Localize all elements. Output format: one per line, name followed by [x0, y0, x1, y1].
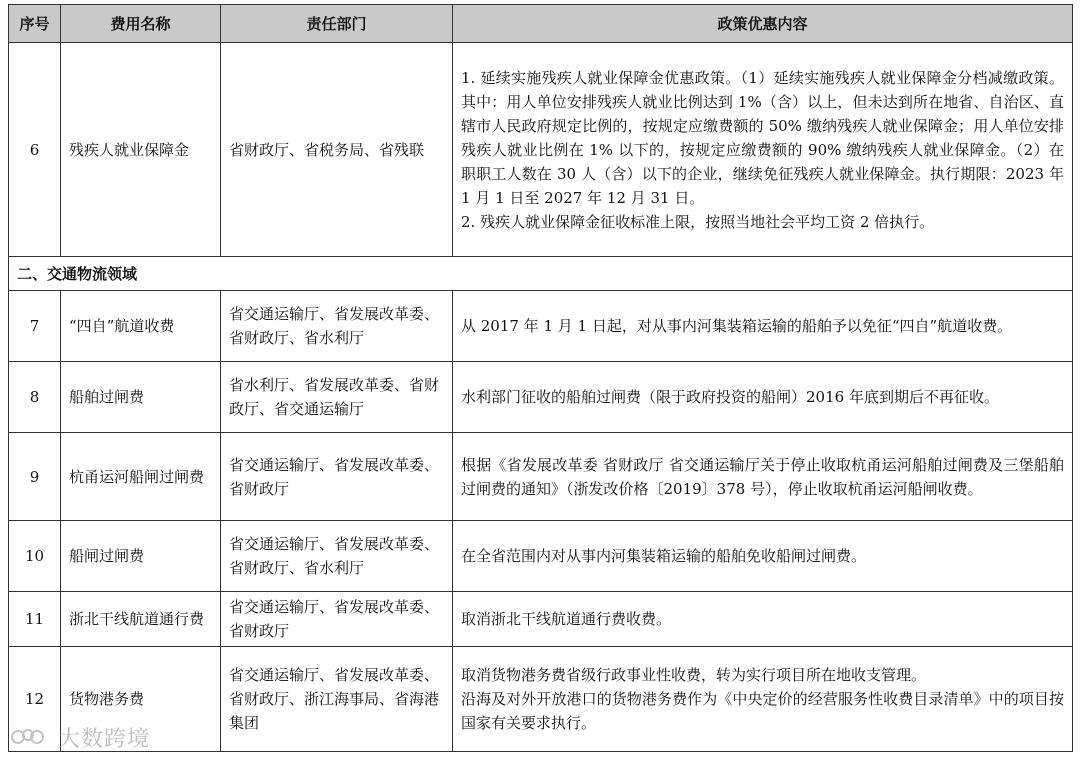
row-fee-name: 货物港务费	[61, 647, 221, 752]
watermark-text: 大数跨境	[58, 727, 151, 752]
row-policy: 从 2017 年 1 月 1 日起，对从事内河集装箱运输的船舶予以免征“四自”航道收费。	[453, 291, 1073, 362]
table-row	[9, 592, 1073, 647]
row-department: 省水利厅、省发展改革委、省财政厅、省交通运输厅	[221, 362, 453, 433]
row-department: 省交通运输厅、省发展改革委、省财政厅、浙江海事局、省海港集团	[221, 647, 453, 752]
section-title: 二、交通物流领域	[9, 257, 1073, 291]
header-no: 序号	[9, 5, 61, 43]
watermark	[10, 722, 150, 754]
policy-paragraph: 1. 延续实施残疾人就业保障金优惠政策。（1）延续实施残疾人就业保障金分档减缴政策。其中：用人单位安排残疾人就业比例达到 1%（含）以上，但未达到所在地省、自治区、直辖市人民政府规定比例的，按规定应缴费额的 50% 缴纳残疾人就业保障金；用人单位安排残疾人就业比例在 1% 以下的，按规定应缴费额的 90% 缴纳残疾人就业保障金。（2）在职职工人数在 30 人（含）以下的企业，继续免征残疾人就业保障金。执行期限：2023 年 1 月 1 日至 2027 年 12 月 31 日。	[461, 68, 1064, 207]
section-row	[9, 257, 1073, 291]
row-fee-name: 残疾人就业保障金	[61, 43, 221, 257]
row-policy: 在全省范围内对从事内河集装箱运输的船舶免收船闸过闸费。	[453, 521, 1073, 592]
row-department: 省交通运输厅、省发展改革委、省财政厅	[221, 433, 453, 521]
row-policy	[453, 647, 1073, 752]
table-row	[9, 291, 1073, 362]
row-policy	[453, 43, 1073, 257]
row-no: 12	[9, 647, 61, 752]
table-row	[9, 647, 1073, 752]
table-row	[9, 43, 1073, 257]
row-policy: 取消浙北干线航道通行费收费。	[453, 592, 1073, 647]
header-department: 责任部门	[221, 5, 453, 43]
row-no: 6	[9, 43, 61, 257]
row-fee-name: 船舶过闸费	[61, 362, 221, 433]
row-department: 省交通运输厅、省发展改革委、省财政厅、省水利厅	[221, 521, 453, 592]
table-row	[9, 362, 1073, 433]
row-department: 省交通运输厅、省发展改革委、省财政厅	[221, 592, 453, 647]
row-policy: 根据《省发展改革委 省财政厅 省交通运输厅关于停止收取杭甬运河船舶过闸费及三堡船舶过闸费的通知》（浙发改价格〔2019〕378 号），停止收取杭甬运河船闸收费。	[453, 433, 1073, 521]
table-row	[9, 433, 1073, 521]
policy-paragraph: 取消货物港务费省级行政事业性收费，转为实行项目所在地收支管理。	[461, 666, 927, 684]
row-fee-name: 船闸过闸费	[61, 521, 221, 592]
row-fee-name: 浙北干线航道通行费	[61, 592, 221, 647]
row-fee-name: “四自”航道收费	[61, 291, 221, 362]
header-fee-name: 费用名称	[61, 5, 221, 43]
row-fee-name: 杭甬运河船闸过闸费	[61, 433, 221, 521]
row-no: 9	[9, 433, 61, 521]
row-no: 8	[9, 362, 61, 433]
policy-table	[8, 4, 1073, 752]
row-department: 省财政厅、省税务局、省残联	[221, 43, 453, 257]
row-no: 11	[9, 592, 61, 647]
row-policy: 水利部门征收的船舶过闸费（限于政府投资的船闸）2016 年底到期后不再征收。	[453, 362, 1073, 433]
row-no: 7	[9, 291, 61, 362]
table-row	[9, 521, 1073, 592]
header-row	[9, 5, 1073, 43]
row-no: 10	[9, 521, 61, 592]
policy-paragraph: 沿海及对外开放港口的货物港务费作为《中央定价的经营服务性收费目录清单》中的项目按国家有关要求执行。	[461, 690, 1064, 732]
row-department: 省交通运输厅、省发展改革委、省财政厅、省水利厅	[221, 291, 453, 362]
watermark-logo-icon	[10, 726, 50, 754]
header-policy: 政策优惠内容	[453, 5, 1073, 43]
policy-paragraph: 2. 残疾人就业保障金征收标准上限，按照当地社会平均工资 2 倍执行。	[461, 212, 935, 231]
